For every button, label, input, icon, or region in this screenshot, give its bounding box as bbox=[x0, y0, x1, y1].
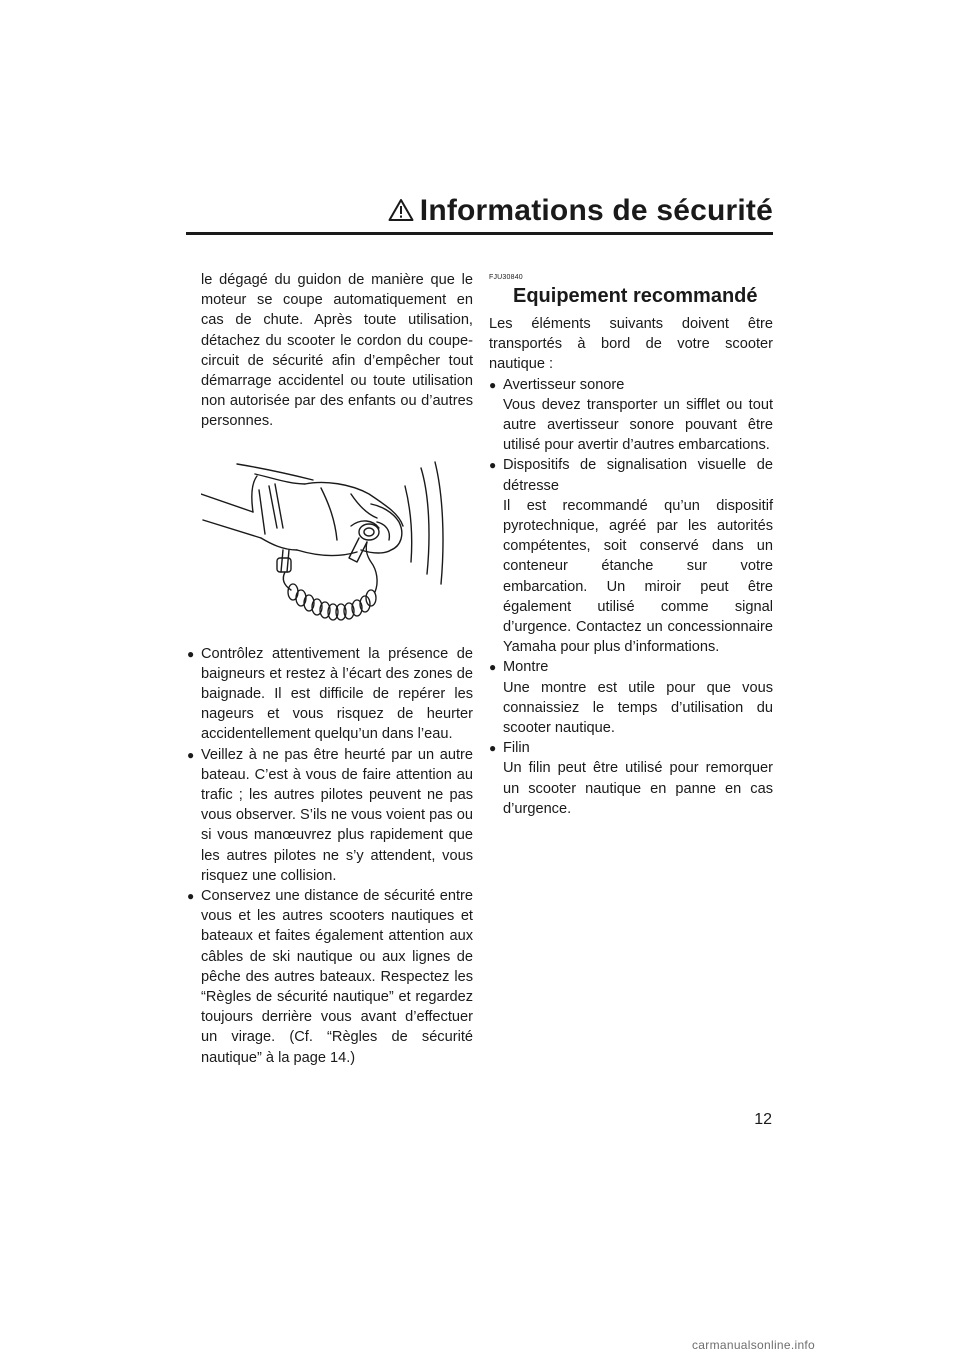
page-title: Informations de sécurité bbox=[419, 194, 773, 227]
header-divider bbox=[186, 232, 773, 235]
equipment-item-text: Il est recommandé qu’un dispositif pyrotechnique, agréé par les autorités compétentes, soit conservé dans un conteneur étanche sur votre embarcation. Un miroir peut être également utilisé comme signal d’urgence. Contactez un concessionnaire Yamaha pour plus d’informations. bbox=[503, 497, 773, 656]
equipment-item-title bbox=[489, 375, 773, 395]
bullet-dot-icon: ● bbox=[489, 377, 497, 392]
right-column bbox=[489, 274, 773, 819]
item-title: Dispositifs de signalisation visuelle de détresse bbox=[503, 457, 773, 494]
bullet-dot-icon: ● bbox=[187, 646, 195, 661]
watermark: carmanualsonline.info bbox=[692, 1338, 816, 1352]
bullet-dot-icon: ● bbox=[187, 889, 195, 904]
equipment-item-text: Un filin peut être utilisé pour remorquer un scooter nautique en panne en cas d’urgence. bbox=[503, 760, 773, 817]
bullet-dot-icon: ● bbox=[489, 741, 497, 756]
bullet-item bbox=[187, 886, 473, 1068]
equipment-item-title bbox=[489, 738, 773, 758]
bullet-text: Veillez à ne pas être heurté par un autre bateau. C’est à vous de faire attention au trafic ; les autres pilotes peuvent ne pas vous observer. S’ils ne vous voient pas ou si vous manœuvrez plus rapidement que les autres pilotes ne s’y attendent, vous risquez une collision. bbox=[201, 746, 473, 884]
left-column bbox=[187, 270, 473, 1068]
page-number: 12 bbox=[754, 1111, 772, 1128]
lanyard-illustration bbox=[201, 454, 473, 634]
page-header bbox=[186, 194, 773, 256]
section-code: FJU30840 bbox=[489, 274, 523, 281]
section-title: Equipement recommandé bbox=[513, 285, 758, 307]
bullet-text: Contrôlez attentivement la présence de baigneurs et restez à l’écart des zones de baignade. Il est difficile de repérer les nageurs et vous risquez de heurter accidentellement quelqu’un dans l’eau. bbox=[201, 645, 473, 743]
bullet-item bbox=[187, 745, 473, 886]
bullet-item bbox=[187, 644, 473, 745]
equipment-item-text: Une montre est utile pour que vous connaissiez le temps d’utilisation du scooter nautique. bbox=[503, 679, 773, 737]
bullet-dot-icon: ● bbox=[187, 747, 195, 762]
bullet-dot-icon: ● bbox=[489, 660, 497, 675]
intro-paragraph: le dégagé du guidon de manière que le moteur se coupe automatiquement en cas de chute. Après toute utilisation, détachez du scooter le cordon du coupe-circuit de sécurité afin d’empêcher tout démarrage accidentel ou toute utilisation non autorisée par des enfants ou d’autres personnes. bbox=[201, 272, 473, 430]
equipment-item-title bbox=[489, 657, 773, 677]
equipment-item-title bbox=[489, 455, 773, 495]
equipment-item-text: Vous devez transporter un sifflet ou tout autre avertisseur sonore pouvant être utilisé pour avertir d’autres embarcations. bbox=[503, 396, 773, 454]
item-title: Filin bbox=[503, 740, 530, 757]
warning-triangle-icon bbox=[388, 196, 414, 230]
item-title: Avertisseur sonore bbox=[503, 376, 625, 393]
section-intro: Les éléments suivants doivent être transportés à bord de votre scooter nautique : bbox=[489, 316, 773, 373]
bullet-dot-icon: ● bbox=[489, 458, 497, 473]
item-title: Montre bbox=[503, 659, 549, 676]
header-title-group bbox=[388, 194, 773, 230]
bullet-text: Conservez une distance de sécurité entre vous et les autres scooters nautiques et bateaux et faites également attention aux câbles de ski nautique ou aux lignes de pêche des autres bateaux. Respectez les “Règles de sécurité nautique” et regardez toujours derrière vous avant d’effectuer un virage. (Cf. “Règles de sécurité nautique” à la page 14.) bbox=[201, 888, 473, 1066]
